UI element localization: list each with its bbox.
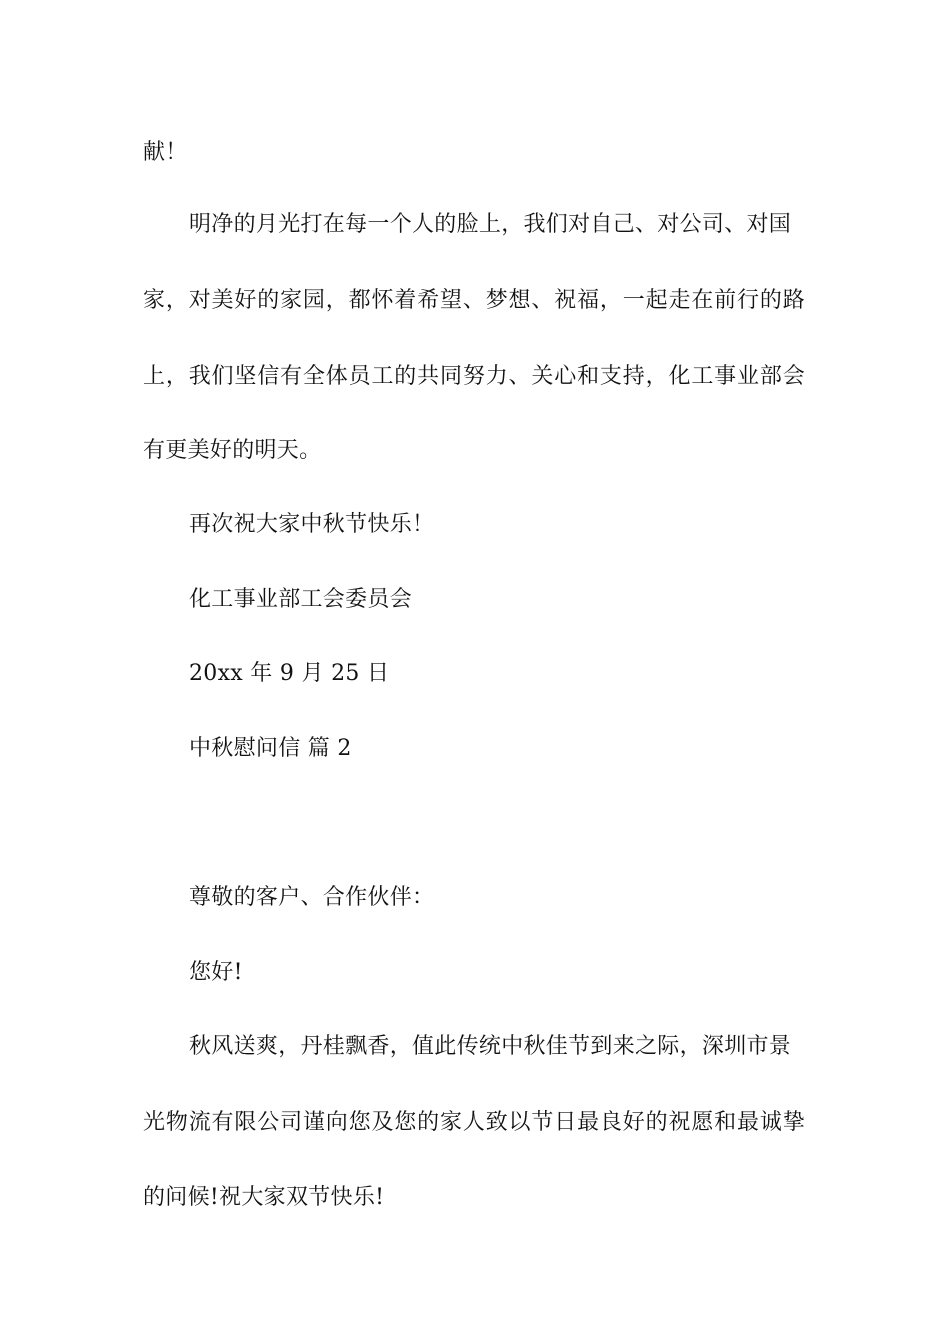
signature-org: 化工事业部工会委员会 [189, 587, 413, 612]
text-line: 家，对美好的家园，都怀着希望、梦想、祝福，一起走在前行的路 [143, 288, 805, 313]
text-line: 的问候!祝大家双节快乐! [143, 1185, 385, 1210]
text-line: 有更美好的明天。 [143, 438, 322, 463]
text-line: 上，我们坚信有全体员工的共同努力、关心和支持，化工事业部会 [143, 364, 805, 389]
text-line: 献！ [143, 140, 188, 165]
closing-wish: 再次祝大家中秋节快乐！ [189, 512, 435, 537]
paragraph-first-line: 秋风送爽，丹桂飘香，值此传统中秋佳节到来之际，深圳市景 [189, 1034, 792, 1059]
paragraph-first-line: 明净的月光打在每一个人的脸上，我们对自己、对公司、对国 [189, 212, 792, 237]
section-heading: 中秋慰问信 篇 2 [189, 736, 352, 761]
text-line: 光物流有限公司谨向您及您的家人致以节日最良好的祝愿和最诚挚 [143, 1110, 805, 1135]
salutation: 尊敬的客户、合作伙伴： [189, 885, 435, 910]
greeting: 您好! [189, 960, 243, 985]
signature-date: 20xx 年 9 月 25 日 [189, 661, 390, 686]
